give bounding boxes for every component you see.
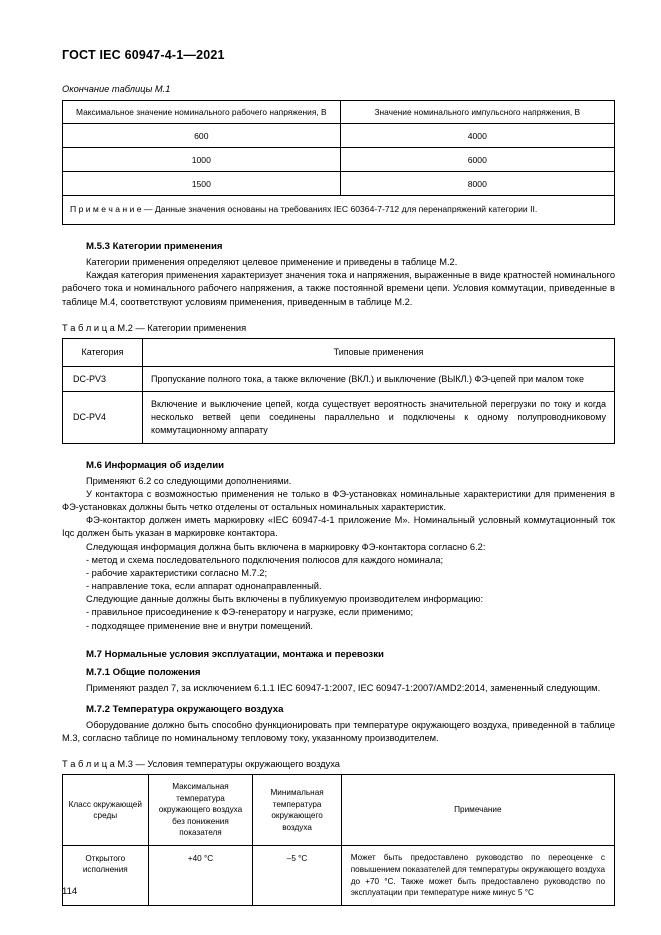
section-m6-paragraph-9: - подходящее применение вне и внутри помещений. — [86, 620, 314, 631]
table-m1-note — [63, 196, 615, 225]
table-row — [63, 366, 615, 392]
table-row — [63, 392, 615, 443]
table-m1 — [62, 100, 615, 225]
section-m71-title: М.7.1 Общие положения — [86, 666, 201, 678]
table-m1-col-1: Значение номинального импульсного напряжения, В — [340, 101, 614, 124]
table-row — [63, 196, 615, 225]
page-title: ГОСТ IEC 60947-4-1—2021 — [62, 48, 225, 62]
table-cell-category: DC-PV3 — [63, 366, 143, 392]
section-m53-paragraph-0: Категории применения определяют целевое применение и приведены в таблице М.2. — [86, 257, 458, 267]
table-row — [63, 101, 615, 124]
section-m6-paragraph-3: Следующая информация должна быть включена в маркировку ФЭ-контактора согласно 6.2: — [86, 541, 486, 552]
table-m3-col-2: Минимальная температура окружающего воздуха — [253, 775, 341, 845]
table-row — [63, 338, 615, 366]
table-cell: 6000 — [340, 148, 614, 172]
table-row — [63, 148, 615, 172]
section-m6-paragraph-6: - направление тока, если аппарат однонаправленный. — [86, 581, 322, 592]
section-m72-text: Оборудование должно быть способно функционировать при температуре окружающего воздуха, приведенной в таблице М.3, согласно таблице по номинальному тепловому току, указанному производителем. — [62, 720, 615, 744]
table-m2 — [62, 338, 615, 444]
table-cell-min-temp: –5 °C — [253, 845, 341, 906]
table-cell-usage: Пропускание полного тока, а также включение (ВКЛ.) и выключение (ВЫКЛ.) ФЭ-цепей при малом токе — [143, 366, 615, 392]
table-m3-col-3: Примечание — [341, 775, 614, 845]
section-m6-paragraph-1: У контактора с возможностью применения не только в ФЭ-установках номинальные характеристики для применения в ФЭ-установках должны быть четко отделены от остальных номинальных характеристик. — [62, 488, 615, 512]
table-cell-class: Открытого исполнения — [63, 845, 149, 906]
note-text: — Данные значения основаны на требованиях IEC 60364-7-712 для перенапряжений категории II. — [143, 204, 538, 215]
section-m71-text: Применяют раздел 7, за исключением 6.1.1 IEC 60947-1:2007, IEC 60947-1:2007/AMD2:2014, замененный следующим. — [86, 682, 601, 693]
table-m1-caption: Окончание таблицы М.1 — [62, 84, 171, 94]
table-m3-col-1: Максимальная температура окружающего воздуха без понижения показателя — [148, 775, 253, 845]
table-cell-usage: Включение и выключение цепей, когда существует вероятность значительной перегрузки по току и когда несколько ветвей цепи соединены параллельно и подключены к одному полупроводниковому коммутационному аппарату — [143, 392, 615, 443]
table-cell: 1500 — [63, 172, 341, 196]
table-cell: 1000 — [63, 148, 341, 172]
section-m6-paragraph-7: Следующие данные должны быть включены в публикуемую производителем информацию: — [86, 594, 484, 605]
table-m2-label: Т а б л и ц а М.2 — Категории применения — [62, 322, 247, 333]
table-row — [63, 775, 615, 845]
table-m3 — [62, 774, 615, 906]
table-cell: 4000 — [340, 124, 614, 148]
section-m72-title: М.7.2 Температура окружающего воздуха — [86, 704, 284, 716]
table-m2-col-0: Категория — [63, 338, 143, 366]
table-row — [63, 845, 615, 906]
section-m6-title: М.6 Информация об изделии — [86, 459, 225, 471]
table-row — [63, 172, 615, 196]
section-m53-paragraph-1: Каждая категория применения характеризует значения тока и напряжения, выраженные в виде кратностей номинального рабочего тока и номинального рабочего напряжения, а также постоянной времени цепи. Условия коммутации, приведенные в таблице М.4, соответствуют условиям применения, приведенным в таблице М.2. — [62, 270, 615, 307]
section-m53-title: М.5.3 Категории применения — [86, 241, 223, 252]
section-m6-paragraph-8: - правильное присоединение к ФЭ-генератору и нагрузке, если применимо; — [86, 607, 414, 618]
section-m6-paragraph-0: Применяют 6.2 со следующими дополнениями. — [86, 475, 292, 486]
note-label: П р и м е ч а н и е — [70, 204, 142, 215]
table-m1-col-0: Максимальное значение номинального рабочего напряжения, В — [63, 101, 341, 124]
section-m7-title: М.7 Нормальные условия эксплуатации, монтажа и перевозки — [86, 648, 384, 660]
table-m2-col-1: Типовые применения — [143, 338, 615, 366]
table-cell-note: Может быть предоставлено руководство по переоценке с повышением показателей для температуры окружающего воздуха до +70 °C. Также может быть предоставлено руководство по эксплуатации при температуре ниже минус 5 °C — [341, 845, 614, 906]
table-m3-col-0: Класс окружающей среды — [63, 775, 149, 845]
section-m6-paragraph-2: ФЭ-контактор должен иметь маркировку «IEC 60947-4-1 приложение М». Номинальный условный коммутационный ток Iqc должен быть указан в маркировке контактора. — [62, 515, 615, 539]
section-m6-paragraph-5: - рабочие характеристики согласно М.7.2; — [86, 567, 268, 578]
table-row — [63, 124, 615, 148]
table-m3-label: Т а б л и ц а М.3 — Условия температуры окружающего воздуха — [62, 759, 340, 770]
page-number: 114 — [62, 886, 78, 897]
table-cell: 8000 — [340, 172, 614, 196]
table-cell: 600 — [63, 124, 341, 148]
table-cell-category: DC-PV4 — [63, 392, 143, 443]
table-cell-max-temp: +40 °C — [148, 845, 253, 906]
section-m6-paragraph-4: - метод и схема последовательного подключения полюсов для каждого номинала; — [86, 554, 444, 565]
